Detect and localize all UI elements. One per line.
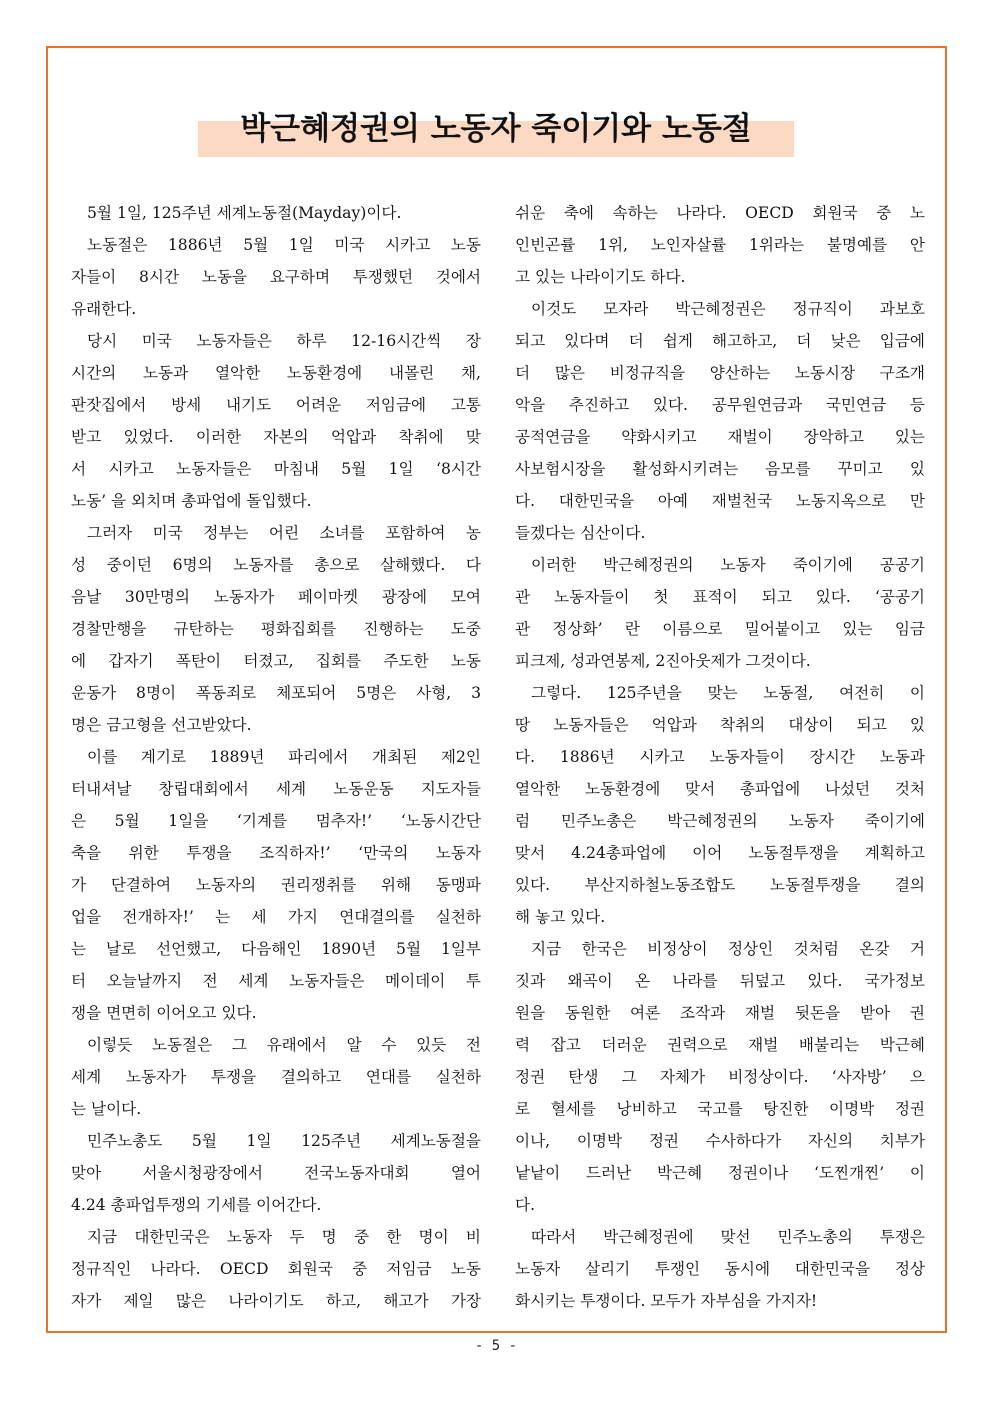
text-line: 정권 탄생 그 자체가 비정상이다. ‘사자방’ 으 <box>515 1068 925 1086</box>
text-line: 민주노총도 5월 1일 125주년 세계노동절을 <box>87 1132 481 1150</box>
text-line: 쉬운 축에 속하는 나라다. OECD 회원국 중 노 <box>515 204 925 222</box>
text-line: 가 단결하여 노동자의 권리쟁취를 위해 동맹파 <box>71 876 481 894</box>
text-line: 짓과 왜곡이 온 나라를 뒤덮고 있다. 국가정보 <box>515 972 925 990</box>
text-line: 그러자 미국 정부는 어린 소녀를 포함하여 농 <box>87 524 481 542</box>
text-line: 터내셔날 창립대회에서 세계 노동운동 지도자들 <box>71 780 481 798</box>
text-line: 자가 제일 많은 나라이기도 하고, 해고가 가장 <box>71 1292 481 1310</box>
text-line: 땅 노동자들은 억압과 착취의 대상이 되고 있 <box>515 716 925 734</box>
text-line: 낱낱이 드러난 박근혜 정권이나 ‘도찐개찐’ 이 <box>515 1164 925 1182</box>
text-line: 관 노동자들이 첫 표적이 되고 있다. ‘공공기 <box>515 588 925 606</box>
text-line: 맞서 4.24총파업에 이어 노동절투쟁을 계획하고 <box>515 844 925 862</box>
text-line: 시간의 노동과 열악한 노동환경에 내몰린 채, <box>71 364 481 382</box>
text-line: 운동가 8명이 폭동죄로 체포되어 5명은 사형, 3 <box>71 684 481 702</box>
text-line: 판잣집에서 방세 내기도 어려운 저임금에 고통 <box>71 396 481 414</box>
text-line: 노동자 살리기 투쟁인 동시에 대한민국을 정상 <box>515 1260 925 1278</box>
text-line: 해 놓고 있다. <box>515 908 606 926</box>
text-line: 정규직인 나라다. OECD 회원국 중 저임금 노동 <box>71 1260 481 1278</box>
text-line: 이러한 박근혜정권의 노동자 죽이기에 공공기 <box>531 556 925 574</box>
right-column <box>515 197 925 1317</box>
text-line: 유래한다. <box>71 300 137 318</box>
text-line: 이를 계기로 1889년 파리에서 개최된 제2인 <box>87 748 481 766</box>
text-line: 축을 위한 투쟁을 조직하자!’ ‘만국의 노동자 <box>71 844 481 862</box>
text-line: 명은 금고형을 선고받았다. <box>71 716 252 734</box>
text-line: 음날 30만명의 노동자가 페이마켓 광장에 모여 <box>71 588 481 606</box>
text-line: 4.24 총파업투쟁의 기세를 이어간다. <box>71 1196 322 1214</box>
text-line: 경찰만행을 규탄하는 평화집회를 진행하는 도중 <box>71 620 481 638</box>
text-line: 은 5월 1일을 ‘기계를 멈추자!’ ‘노동시간단 <box>71 812 481 830</box>
text-line: 서 시카고 노동자들은 마침내 5월 1일 ‘8시간 <box>71 460 481 478</box>
text-line: 관 정상화’ 란 이름으로 밀어붙이고 있는 임금 <box>515 620 925 638</box>
text-line: 성 중이던 6명의 노동자를 총으로 살해했다. 다 <box>71 556 481 574</box>
page-number: - 5 - <box>474 1338 518 1354</box>
text-line: 고 있는 나라이기도 하다. <box>515 268 686 286</box>
text-line: 터 오늘날까지 전 세계 노동자들은 메이데이 투 <box>71 972 481 990</box>
text-line: 사보험시장을 활성화시키려는 음모를 꾸미고 있 <box>515 460 925 478</box>
title-block <box>198 104 794 160</box>
text-line: 되고 있다며 더 쉽게 해고하고, 더 낮은 입금에 <box>515 332 925 350</box>
text-line: 다. 1886년 시카고 노동자들이 장시간 노동과 <box>515 748 925 766</box>
text-line: 다. 대한민국을 아예 재벌천국 노동지옥으로 만 <box>515 492 925 510</box>
text-line: 있다. 부산지하철노동조합도 노동절투쟁을 결의 <box>515 876 925 894</box>
text-line: 열악한 노동환경에 맞서 총파업에 나섰던 것처 <box>515 780 925 798</box>
text-line: 당시 미국 노동자들은 하루 12-16시간씩 장 <box>87 332 481 350</box>
text-line: 받고 있었다. 이러한 자본의 억압과 착취에 맞 <box>71 428 481 446</box>
text-line: 쟁을 면면히 이어오고 있다. <box>71 1004 257 1022</box>
left-column <box>71 197 481 1317</box>
text-line: 자들이 8시간 노동을 요구하며 투쟁했던 것에서 <box>71 268 481 286</box>
text-line: 노동절은 1886년 5월 1일 미국 시카고 노동 <box>87 236 481 254</box>
text-line: 더 많은 비정규직을 양산하는 노동시장 구조개 <box>515 364 925 382</box>
text-line: 화시키는 투쟁이다. 모두가 자부심을 가지자! <box>515 1292 818 1310</box>
text-line: 는 날이다. <box>71 1100 142 1118</box>
text-line: 이렇듯 노동절은 그 유래에서 알 수 있듯 전 <box>87 1036 481 1054</box>
text-line: 공적연금을 약화시키고 재벌이 장악하고 있는 <box>515 428 925 446</box>
text-line: 에 갑자기 폭탄이 터졌고, 집회를 주도한 노동 <box>71 652 481 670</box>
text-line: 따라서 박근혜정권에 맞선 민주노총의 투쟁은 <box>531 1228 925 1246</box>
text-line: 이것도 모자라 박근혜정권은 정규직이 과보호 <box>531 300 925 318</box>
text-line: 악을 추진하고 있다. 공무원연금과 국민연금 등 <box>515 396 925 414</box>
text-line: 지금 대한민국은 노동자 두 명 중 한 명이 비 <box>87 1228 481 1246</box>
text-line: 그렇다. 125주년을 맞는 노동절, 여전히 이 <box>531 684 925 702</box>
text-line: 세계 노동자가 투쟁을 결의하고 연대를 실천하 <box>71 1068 481 1086</box>
text-line: 럼 민주노총은 박근혜정권의 노동자 죽이기에 <box>515 812 925 830</box>
text-line: 피크제, 성과연봉제, 2진아웃제가 그것이다. <box>515 652 811 670</box>
text-line: 원을 동원한 여론 조작과 재벌 뒷돈을 받아 권 <box>515 1004 925 1022</box>
text-line: 는 날로 선언했고, 다음해인 1890년 5월 1일부 <box>71 940 481 958</box>
text-line: 들겠다는 심산이다. <box>515 524 646 542</box>
text-line: 로 혈세를 낭비하고 국고를 탕진한 이명박 정권 <box>515 1100 925 1118</box>
page-title: 박근혜정권의 노동자 죽이기와 노동절 <box>240 111 752 147</box>
text-line: 다. <box>515 1196 536 1214</box>
text-line: 5월 1일, 125주년 세계노동절(Mayday)이다. <box>87 204 402 222</box>
text-line: 력 잡고 더러운 권력으로 재벌 배불리는 박근혜 <box>515 1036 925 1054</box>
text-line: 노동’ 을 외치며 총파업에 돌입했다. <box>71 492 312 510</box>
text-line: 인빈곤률 1위, 노인자살률 1위라는 불명예를 안 <box>515 236 925 254</box>
text-line: 맞아 서울시청광장에서 전국노동자대회 열어 <box>71 1164 481 1182</box>
text-line: 지금 한국은 비정상이 정상인 것처럼 온갖 거 <box>531 940 925 958</box>
text-line: 이나, 이명박 정권 수사하다가 자신의 치부가 <box>515 1132 925 1150</box>
text-line: 업을 전개하자!’ 는 세 가지 연대결의를 실천하 <box>71 908 481 926</box>
